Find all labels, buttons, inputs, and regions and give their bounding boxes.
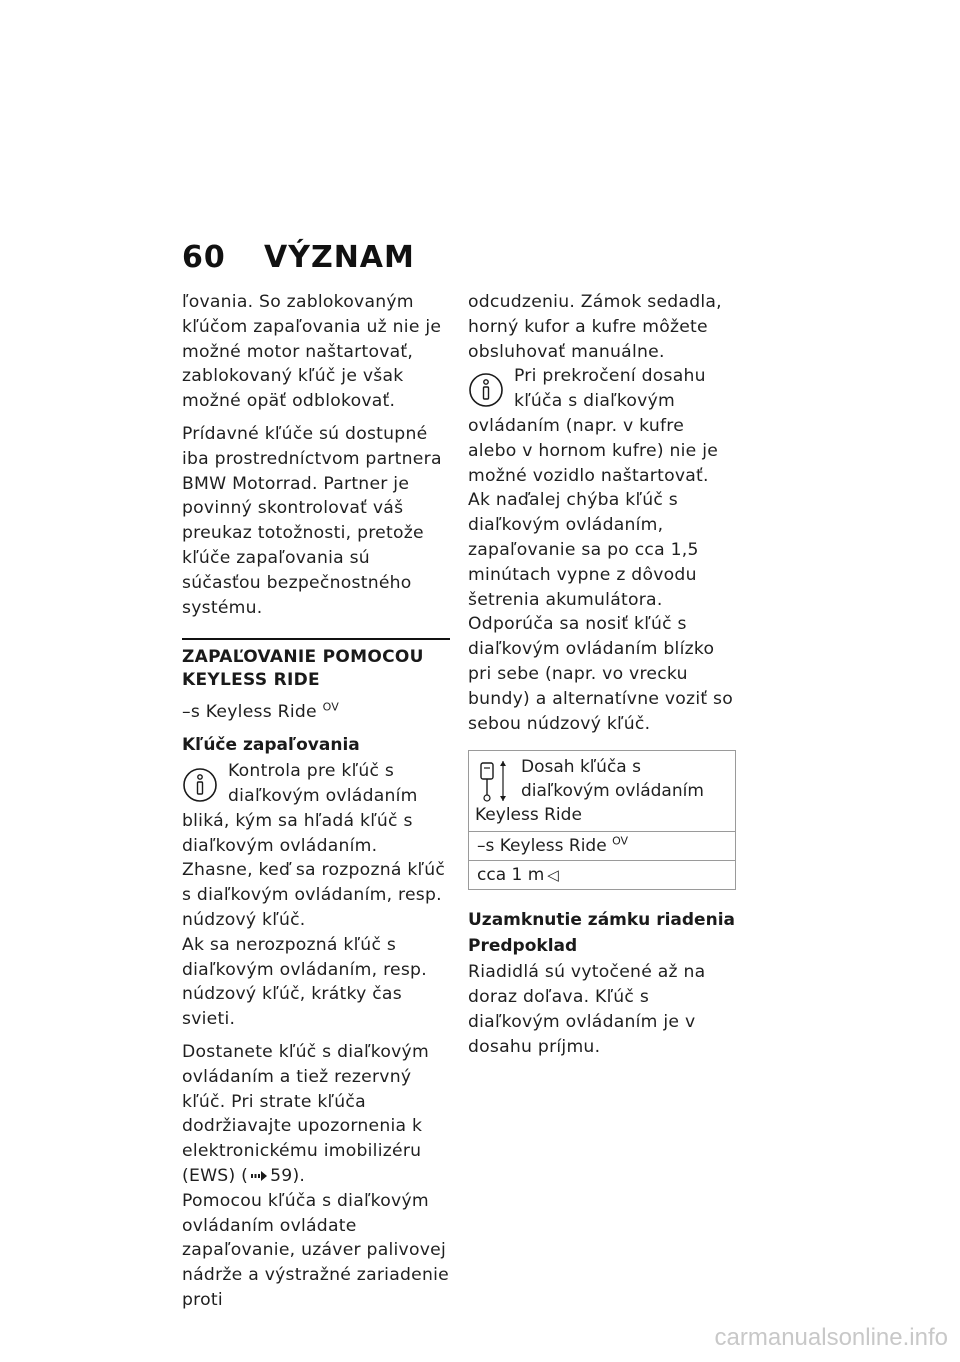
table-header-cell	[469, 751, 736, 832]
range-value: cca 1 m	[477, 865, 545, 886]
table-row	[469, 832, 736, 861]
variant-line	[182, 700, 450, 725]
table-cell	[469, 861, 736, 890]
sub-title: Predpoklad	[468, 936, 578, 957]
paragraph: Dostanete kľúč s diaľkovým ovládaním a tiež rezervný kľúč. Pri strate kľúča dodržiavajte upozornenia k elektronickému imobilizéru (EWS) ( 59).	[182, 1041, 429, 1186]
paragraph: ľovania. So zablokovaným kľúčom zapaľovania už nie je možné motor naštartovať, zablokovaný kľúč je však možné opäť odblokovať.	[182, 292, 442, 412]
table-row	[469, 861, 736, 890]
table-header-text: Dosah kľúča s diaľkovým ovládaním Keyless Ride	[475, 757, 704, 826]
info-text: Kontrola pre kľúč s diaľkovým ovládaním bliká, kým sa hľadá kľúč s diaľkovým ovládaním.	[182, 761, 418, 856]
paragraph: Ak naďalej chýba kľúč s diaľkovým ovládaním, zapaľovanie sa po cca 1,5 minútach vypne z dôvodu šetrenia akumulátora.	[468, 490, 699, 610]
info-icon	[468, 372, 504, 408]
variant-superscript: OV	[612, 834, 629, 848]
section-title: ZAPAĽOVANIE POMOCOU KEYLESS RIDE	[182, 638, 450, 692]
table-cell	[469, 832, 736, 861]
paragraph: Pomocou kľúča s diaľkovým ovládaním ovládate zapaľovanie, uzáver palivovej nádrže a výstražné zariadenie proti	[182, 1190, 449, 1310]
end-mark: ◁	[547, 866, 559, 885]
variant-label: –s Keyless Ride	[477, 836, 607, 857]
spec-table	[468, 750, 736, 890]
paragraph: Ak sa nerozpozná kľúč s diaľkovým ovládaním, resp. núdzový kľúč, krátky čas svieti.	[182, 934, 427, 1030]
key-range-icon	[479, 759, 513, 803]
page-number: 60	[182, 240, 226, 275]
left-column	[182, 290, 450, 1321]
info-text: Pri prekročení dosahu kľúča s diaľkovým ovládaním (napr. v kufre alebo v hornom kufre) nie je možné vozidlo naštartovať.	[468, 366, 719, 486]
paragraph: odcudzeniu. Zámok sedadla, horný kufor a kufre môžete obsluhovať manuálne.	[468, 292, 722, 362]
variant-superscript: OV	[322, 700, 340, 714]
variant-label: –s Keyless Ride	[182, 702, 317, 723]
watermark: carmanualsonline.info	[714, 1324, 948, 1351]
table-row	[469, 751, 736, 832]
info-icon	[182, 767, 218, 803]
paragraph: Riadidlá sú vytočené až na doraz doľava. Kľúč s diaľkovým ovládaním je v dosahu príjmu.	[468, 962, 706, 1057]
right-column	[468, 290, 738, 1068]
page-reference[interactable]: 59).	[270, 1165, 306, 1186]
paragraph: Prídavné kľúče sú dostupné iba prostredníctvom partnera BMW Motorrad. Partner je povinný skontrolovať váš preukaz totožnosti, pretože kľúče zapaľovania sú súčasťou bezpečnostného systému.	[182, 423, 442, 618]
sub-title: Kľúče zapaľovania	[182, 735, 360, 756]
sub-title: Uzamknutie zámku riadenia	[468, 910, 735, 931]
paragraph: Zhasne, keď sa rozpozná kľúč s diaľkovým ovládaním, resp. núdzový kľúč.	[182, 860, 446, 930]
paragraph: Odporúča sa nosiť kľúč s diaľkovým ovládaním blízko pri sebe (napr. vo vrecku bundy) a alternatívne voziť so sebou núdzový kľúč.	[468, 614, 734, 734]
info-note	[182, 759, 450, 858]
page-header	[182, 240, 415, 275]
info-note	[468, 364, 738, 488]
paragraph-text: Dostanete kľúč s diaľkovým ovládaním a tiež rezervný kľúč. Pri strate kľúča dodržiavajte upozornenia k elektronickému imobilizéru (EWS)	[182, 1041, 429, 1186]
page-reference-arrow-icon	[251, 1171, 267, 1181]
page-title: VÝZNAM	[264, 240, 415, 275]
